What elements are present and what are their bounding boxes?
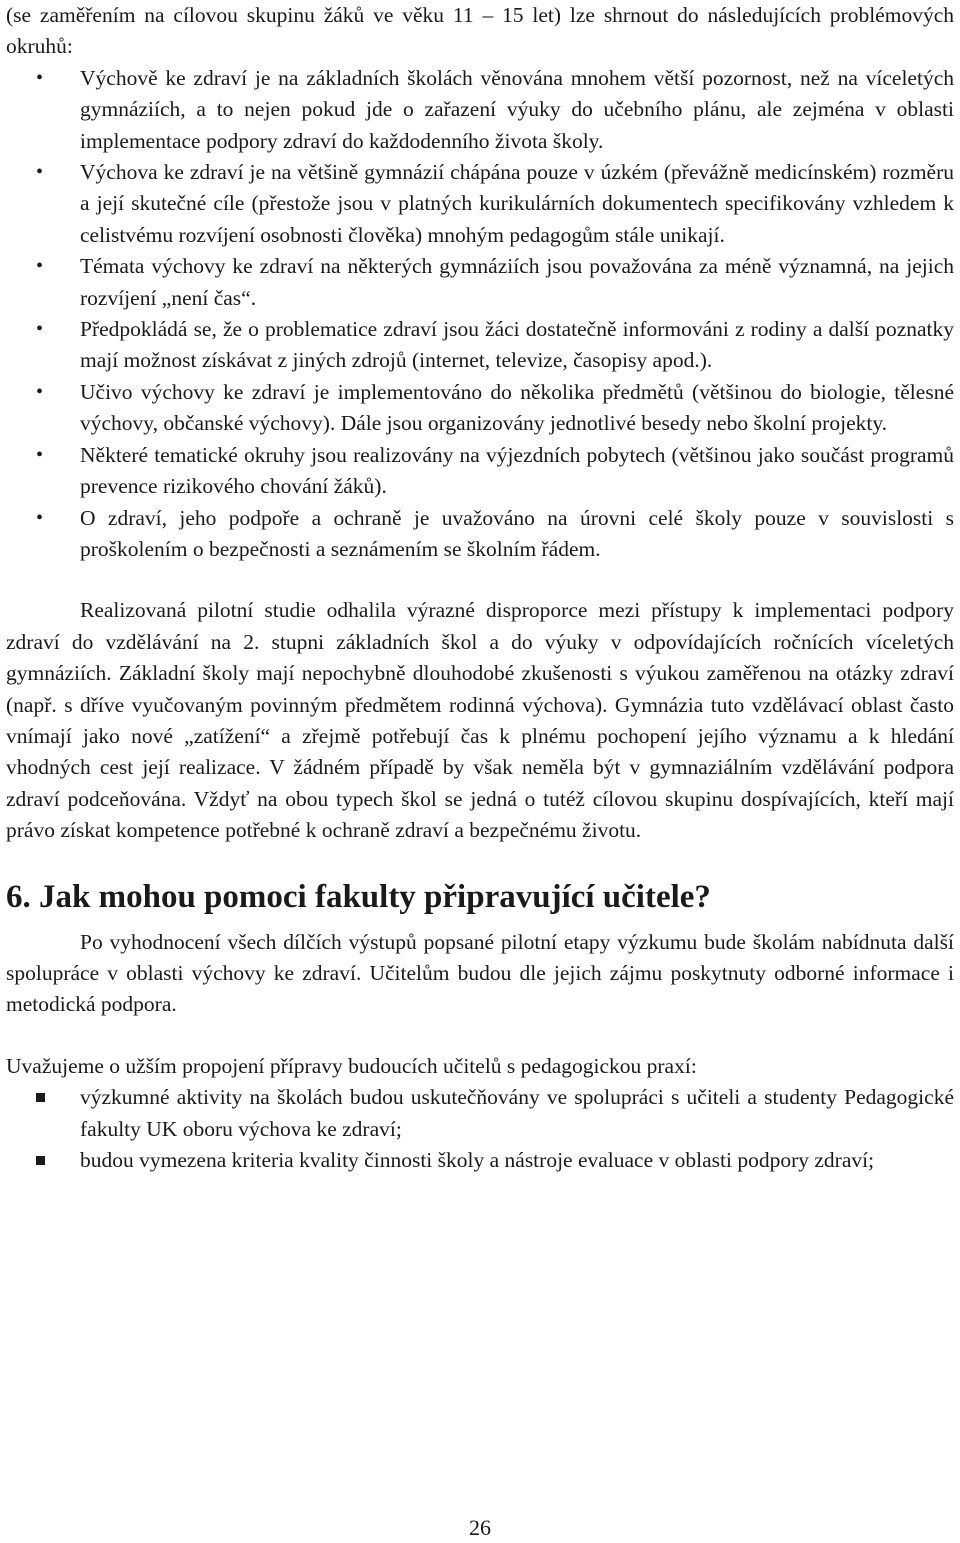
list-item-text: Některé tematické okruhy jsou realizovány na výjezdních pobytech (většinou jako součást programů prevence rizikového chování žáků). — [80, 442, 954, 499]
bullet-icon: • — [36, 255, 44, 278]
square-bullet-icon — [36, 1156, 45, 1165]
problem-list — [6, 63, 954, 566]
page-number: 26 — [469, 1515, 491, 1540]
list-item-text: Výchova ke zdraví je na většině gymnázií chápána pouze v úzkém (převážně medicínském) rozměru a její skutečné cíle (přestože jsou v platných kurikulárních dokumentech specifikovány vzhledem k celistvému rozvíjení osobnosti člověka) mnohým pedagogům stále unikají. — [80, 160, 954, 247]
list-item — [6, 314, 954, 377]
spacer — [6, 847, 954, 877]
square-bullet-icon — [36, 1093, 45, 1102]
list-item-text: Učivo výchovy ke zdraví je implementováno do několika předmětů (většinou do biologie, tělesné výchovy, občanské výchovy). Dále jsou organizovány jednotlivé besedy nebo školní projekty. — [80, 379, 954, 436]
list-item-text: O zdraví, jeho podpoře a ochraně je uvažováno na úrovni celé školy pouze v souvislosti s proškolením o bezpečnosti a seznámením se školním řádem. — [80, 505, 954, 561]
list-item — [6, 1145, 954, 1176]
bullet-icon: • — [36, 66, 44, 89]
list-item-text: výzkumné aktivity na školách budou uskutečňovány ve spolupráci s učiteli a studenty Pedagogické fakulty UK oboru výchova ke zdraví; — [80, 1085, 954, 1141]
list-item-text: Témata výchovy ke zdraví na některých gymnáziích jsou považována za méně významná, na jejich rozvíjení „není čas“. — [80, 254, 954, 310]
bullet-icon: • — [36, 318, 44, 341]
intro-text: (se zaměřením na cílovou skupinu žáků ve věku 11 – 15 let) lze shrnout do následujících problémových okruhů: — [6, 3, 954, 59]
bullet-icon: • — [36, 506, 44, 529]
list-item — [6, 63, 954, 157]
list-item — [6, 377, 954, 440]
list-item-text: budou vymezena kriteria kvality činnosti školy a nástroje evaluace v oblasti podpory zdraví; — [80, 1148, 875, 1172]
list-item — [6, 251, 954, 314]
body-paragraph: Uvažujeme o užším propojení přípravy budoucích učitelů s pedagogickou praxí: — [6, 1053, 697, 1078]
spacer — [6, 917, 954, 927]
body-paragraph: Po vyhodnocení všech dílčích výstupů popsané pilotní etapy výzkumu bude školám nabídnuta další spolupráce v oblasti výchovy ke zdraví. Učitelům budou dle jejich zájmu poskytnuty odborné informace i metodická podpora. — [6, 929, 954, 1017]
bullet-icon: • — [36, 443, 44, 466]
spacer — [6, 565, 954, 595]
proposal-list — [6, 1082, 954, 1176]
document-page — [6, 0, 954, 1176]
bullet-icon: • — [36, 161, 44, 184]
spacer — [6, 1021, 954, 1051]
bullet-icon: • — [36, 380, 44, 403]
section-title: 6. Jak mohou pomoci fakulty připravující učitele? — [6, 878, 711, 915]
body-paragraph: Realizovaná pilotní studie odhalila výrazné disproporce mezi přístupy k implementaci podpory zdraví do vzdělávání na 2. stupni základních škol a do výuky v odpovídajících ročnících víceletých gymnáziích. Základní školy mají nepochybně dlouhodobé zkušenosti s výukou zaměřenou na otázky zdraví (např. s dříve vyučovaným povinným předmětem rodinná výchova). Gymnázia tuto vzdělávací oblast často vnímají jako nové „zatížení“ a zřejmě potřebují čas k plnému pochopení jejího významu a k hledání vhodných cest její realizace. V žádném případě by však neměla být v gymnaziálním vzdělávání podpora zdraví podceňována. Vždyť na obou typech škol se jedná o tutéž cílovou skupinu dospívajících, kteří mají právo získat kompetence potřebné k ochraně zdraví a bezpečnému životu. — [6, 598, 954, 843]
list-item-text: Předpokládá se, že o problematice zdraví jsou žáci dostatečně informováni z rodiny a další poznatky mají možnost získávat z jiných zdrojů (internet, televize, časopisy apod.). — [80, 317, 954, 373]
list-item — [6, 157, 954, 251]
list-item — [6, 1082, 954, 1145]
list-item-text: Výchově ke zdraví je na základních školách věnována mnohem větší pozornost, než na víceletých gymnáziích, a to nejen pokud jde o zařazení výuky do učebního plánu, ale zejména v oblasti implementace podpory zdraví do každodenního života školy. — [80, 65, 954, 153]
list-item — [6, 440, 954, 503]
list-item — [6, 503, 954, 566]
